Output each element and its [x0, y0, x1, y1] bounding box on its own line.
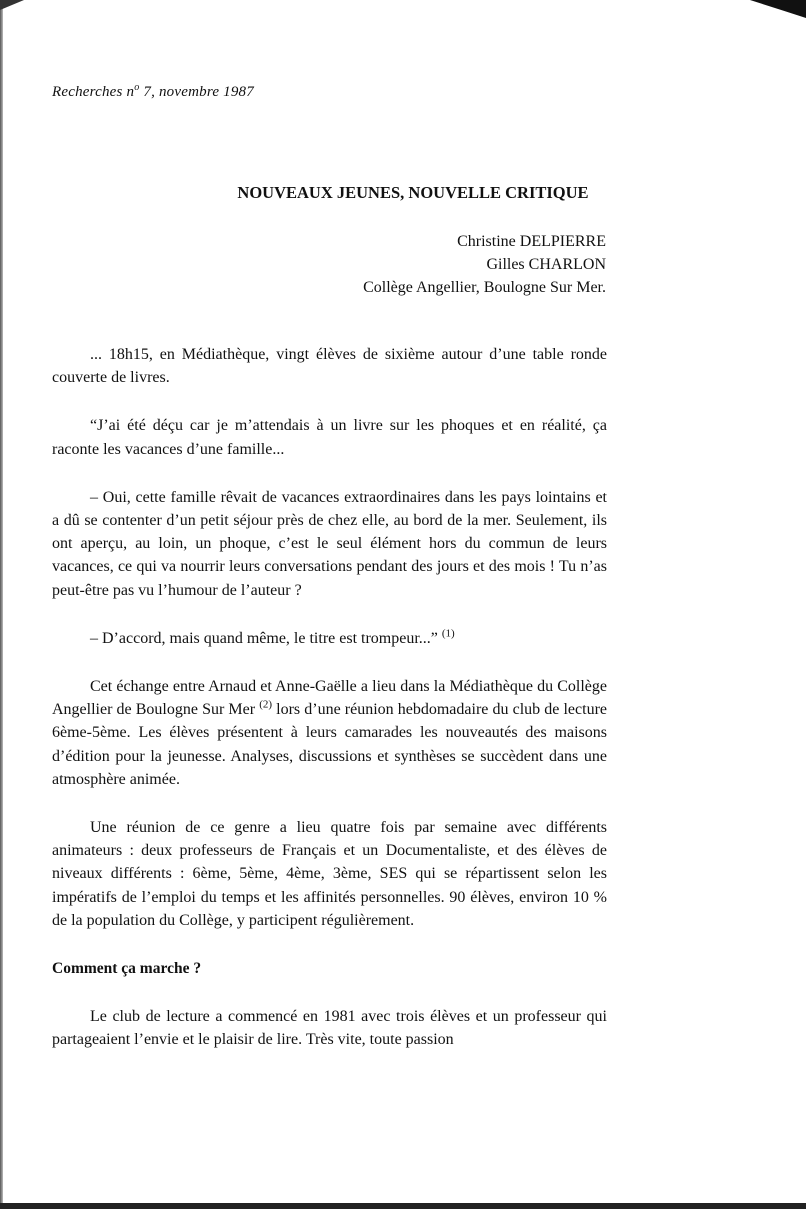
- footnote-ref-2: (2): [259, 698, 273, 711]
- section-heading: Comment ça marche ?: [52, 960, 202, 978]
- running-head-sup: o: [134, 82, 140, 93]
- scan-edge-bottom: [0, 1203, 806, 1209]
- author-1: Christine DELPIERRE: [457, 233, 606, 250]
- scan-corner-top-left: [0, 0, 24, 10]
- paragraph-1: ... 18h15, en Médiathèque, vingt élèves de sixième autour d’une table ronde couverte de livres.: [52, 346, 607, 387]
- paragraph-5-a: Cet échange entre Arnaud et Anne-Gaëlle a lieu dans la Médiathèque du Collège Angellier de Boulogne Sur Mer: [52, 678, 607, 719]
- paragraph-5: [52, 675, 607, 791]
- author-block: [363, 230, 606, 299]
- author-affiliation: Collège Angellier, Boulogne Sur Mer.: [363, 279, 606, 296]
- paragraph-3: – Oui, cette famille rêvait de vacances extraordinaires dans les pays lointains et a dû se contenter d’un petit séjour près de chez elle, au bord de la mer. Seulement, ils ont aperçu, au loin, un phoque, c’est le seul élément hors du commun de leurs vacances, ce qui va nourrir leurs conversations pendant des jours et des mois ! Tu n’as peut-être pas vu l’humour de l’auteur ?: [52, 488, 607, 599]
- paragraph-6: Une réunion de ce genre a lieu quatre fois par semaine avec différents animateurs : deux professeurs de Français et un Documentaliste, et des élèves de niveaux différents : 6ème, 5ème, 4ème, 3ème, SES qui se répartissent selon les impératifs de l’emploi du temps et les affinités personnelles. 90 élèves, environ 10 % de la population du Collège, y participent régulièrement.: [52, 819, 607, 929]
- paragraph-5-b: lors d’une réunion hebdomadaire du club de lecture 6ème-5ème. Les élèves présentent à leurs camarades les nouveautés des maisons d’édition pour la jeunesse. Analyses, discussions et synthèses se succèdent dans une atmosphère animée.: [52, 701, 608, 788]
- paragraph-7: Le club de lecture a commencé en 1981 avec trois élèves et un professeur qui partageaient l’envie et le plaisir de lire. Très vite, toute passion: [52, 1008, 607, 1049]
- article-body: [52, 343, 607, 1052]
- article-title: NOUVEAUX JEUNES, NOUVELLE CRITIQUE: [237, 183, 589, 202]
- running-head-pre: Recherches n: [52, 84, 135, 100]
- running-head-post: 7, novembre 1987: [139, 84, 254, 100]
- paragraph-4-text: – D’accord, mais quand même, le titre est trompeur...”: [90, 629, 442, 647]
- author-2: Gilles CHARLON: [486, 256, 606, 273]
- running-head: [52, 82, 254, 101]
- paragraph-4: [52, 627, 607, 650]
- footnote-ref-1: (1): [441, 627, 455, 640]
- scan-corner-top-right: [750, 0, 806, 18]
- paragraph-2: “J’ai été déçu car je m’attendais à un livre sur les phoques et en réalité, ça raconte les vacances d’une famille...: [52, 417, 607, 458]
- scan-edge-left: [0, 0, 3, 1209]
